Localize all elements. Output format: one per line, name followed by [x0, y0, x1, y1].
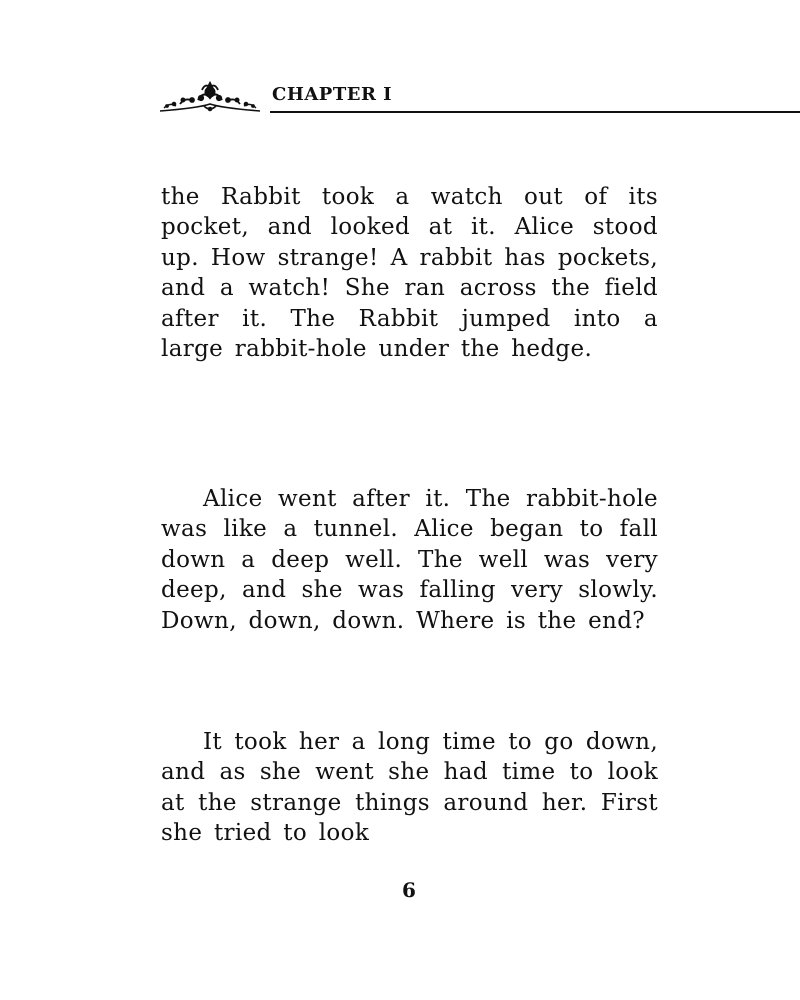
floral-ornament-icon [158, 78, 262, 118]
paragraph: the Rabbit took a watch out of its pocket, and looked at it. Alice stood up. How strange! A rabbit has pockets, and a watch! She ran across the field after it. The Rabbit jumped into a large rabbit-hole under the hedge. [161, 184, 658, 363]
chapter-heading: CHAPTER I [272, 84, 393, 105]
paragraph: It took her a long time to go down, and as she went she had time to look at the strange things around her. First she tried to look [161, 729, 658, 847]
page-header [158, 78, 800, 118]
page-number: 6 [402, 878, 416, 902]
paragraph: Alice went after it. The rabbit-hole was like a tunnel. Alice began to fall down a deep well. The well was very deep, and she was falling very slowly. Down, down, down. Where is the end? [161, 486, 658, 634]
header-rule [270, 111, 800, 113]
